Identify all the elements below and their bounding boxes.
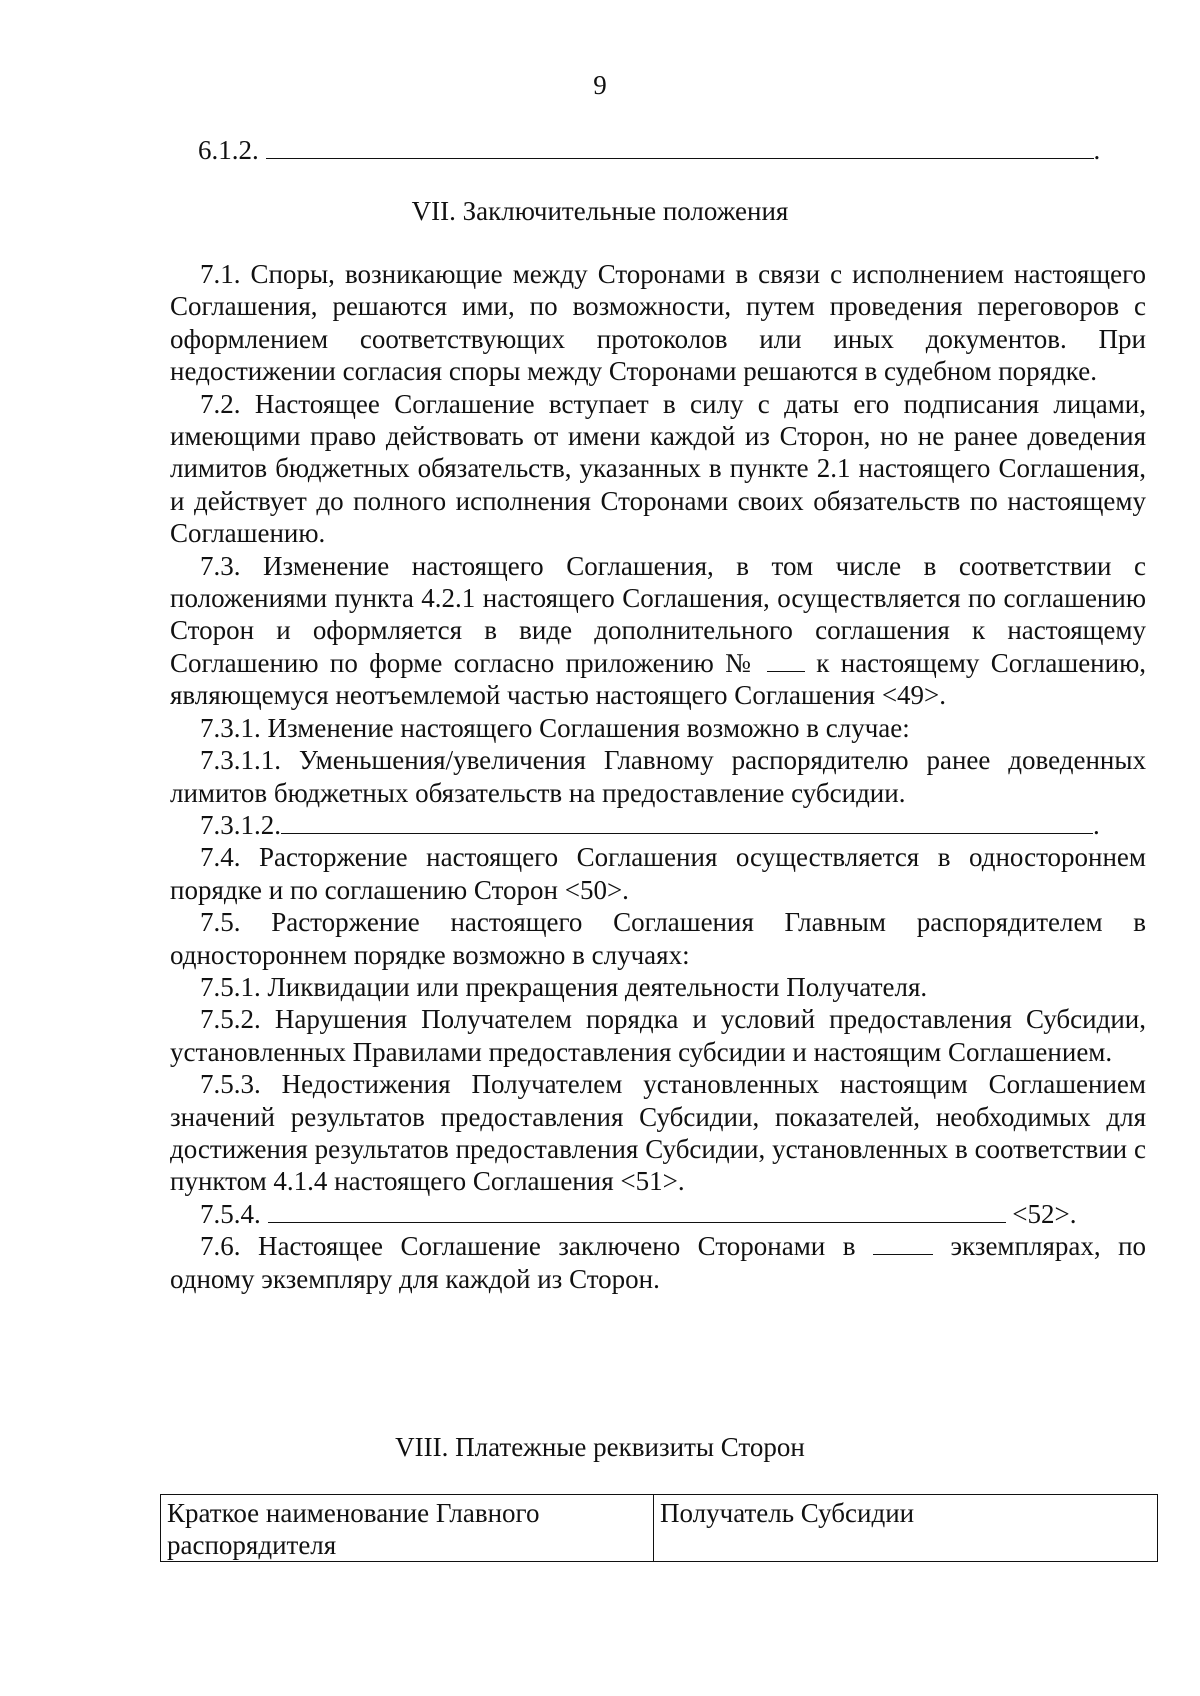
paragraph-7-3-1: 7.3.1. Изменение настоящего Соглашения возможно в случае: bbox=[200, 712, 910, 743]
item-7-3-1-2-number: 7.3.1.2. bbox=[200, 809, 281, 840]
section-8-title: VIII. Платежные реквизиты Сторон bbox=[395, 1432, 805, 1462]
annex-number-blank bbox=[767, 649, 805, 672]
section-7-title: VII. Заключительные положения bbox=[411, 196, 789, 226]
item-6-1-2-blank-line bbox=[266, 132, 1094, 159]
item-7-5-4-end: <52>. bbox=[1012, 1198, 1077, 1229]
paragraph-7-3-1-1: 7.3.1.1. Уменьшения/увеличения Главному распорядителю ранее доведенных лимитов бюджетных обязательств на предоставление субсидии. bbox=[170, 745, 1146, 808]
section-7-body bbox=[170, 258, 1146, 1295]
item-7-3-1-2 bbox=[170, 809, 1146, 841]
paragraph-7-4: 7.4. Расторжение настоящего Соглашения осуществляется в одностороннем порядке и по соглашению Сторон <50>. bbox=[170, 842, 1146, 905]
paragraph-7-6-text-start: 7.6. Настоящее Соглашение заключено Сторонами в bbox=[200, 1231, 856, 1262]
table-row bbox=[161, 1495, 1158, 1562]
table-cell-main-administrator: Краткое наименование Главного распорядителя bbox=[161, 1495, 654, 1562]
item-7-5-4-number: 7.5.4. bbox=[200, 1198, 261, 1229]
paragraph-7-6 bbox=[170, 1230, 1146, 1295]
item-6-1-2 bbox=[198, 132, 1101, 166]
item-7-5-4 bbox=[170, 1198, 1146, 1230]
item-7-3-1-2-blank-line bbox=[281, 811, 1093, 834]
paragraph-7-3-text-end: к настоящему Соглашению, являющемуся неотъемлемой частью настоящего Соглашения <49>. bbox=[170, 647, 1147, 711]
payment-details-table bbox=[160, 1494, 1158, 1562]
item-6-1-2-end: . bbox=[1093, 135, 1101, 165]
paragraph-7-1: 7.1. Споры, возникающие между Сторонами в связи с исполнением настоящего Соглашения, решаются ими, по возможности, путем проведения переговоров с оформлением соответствующих протоколов или иных документов. При недостижении согласия споры между Сторонами решаются в судебном порядке. bbox=[170, 259, 1146, 387]
item-7-3-1-2-end: . bbox=[1093, 809, 1100, 840]
paragraph-7-3-text-start: 7.3. Изменение настоящего Соглашения, в том числе в соответствии с положениями пункта 4.2.1 настоящего Соглашения, осуществляется по соглашению Сторон и оформляется в виде дополнительного соглашения к настоящему Соглашению по форме согласно приложению № bbox=[170, 550, 1146, 678]
page-number: 9 bbox=[593, 70, 607, 100]
paragraph-7-5-2: 7.5.2. Нарушения Получателем порядка и условий предоставления Субсидии, установленных Правилами предоставления субсидии и настоящим Соглашением. bbox=[170, 1004, 1146, 1067]
copies-count-blank bbox=[873, 1232, 933, 1255]
paragraph-7-3 bbox=[170, 550, 1146, 712]
item-7-5-4-blank-line bbox=[268, 1200, 1006, 1223]
item-6-1-2-number: 6.1.2. bbox=[198, 135, 259, 165]
paragraph-7-5-1: 7.5.1. Ликвидации или прекращения деятельности Получателя. bbox=[200, 971, 928, 1002]
paragraph-7-5: 7.5. Расторжение настоящего Соглашения Главным распорядителем в одностороннем порядке возможно в случаях: bbox=[170, 907, 1146, 970]
paragraph-7-2: 7.2. Настоящее Соглашение вступает в силу с даты его подписания лицами, имеющими право действовать от имени каждой из Сторон, но не ранее доведения лимитов бюджетных обязательств, указанных в пункте 2.1 настоящего Соглашения, и действует до полного исполнения Сторонами своих обязательств по настоящему Соглашению. bbox=[170, 388, 1146, 549]
paragraph-7-6-text-end: экземплярах, по одному экземпляру для каждой из Сторон. bbox=[170, 1231, 1147, 1294]
paragraph-7-5-3: 7.5.3. Недостижения Получателем установленных настоящим Соглашением значений результатов предоставления Субсидии, показателей, необходимых для достижения результатов предоставления Субсидии, установленных в соответствии с пунктом 4.1.4 настоящего Соглашения <51>. bbox=[170, 1069, 1146, 1197]
table-cell-subsidy-recipient: Получатель Субсидии bbox=[654, 1495, 1158, 1562]
